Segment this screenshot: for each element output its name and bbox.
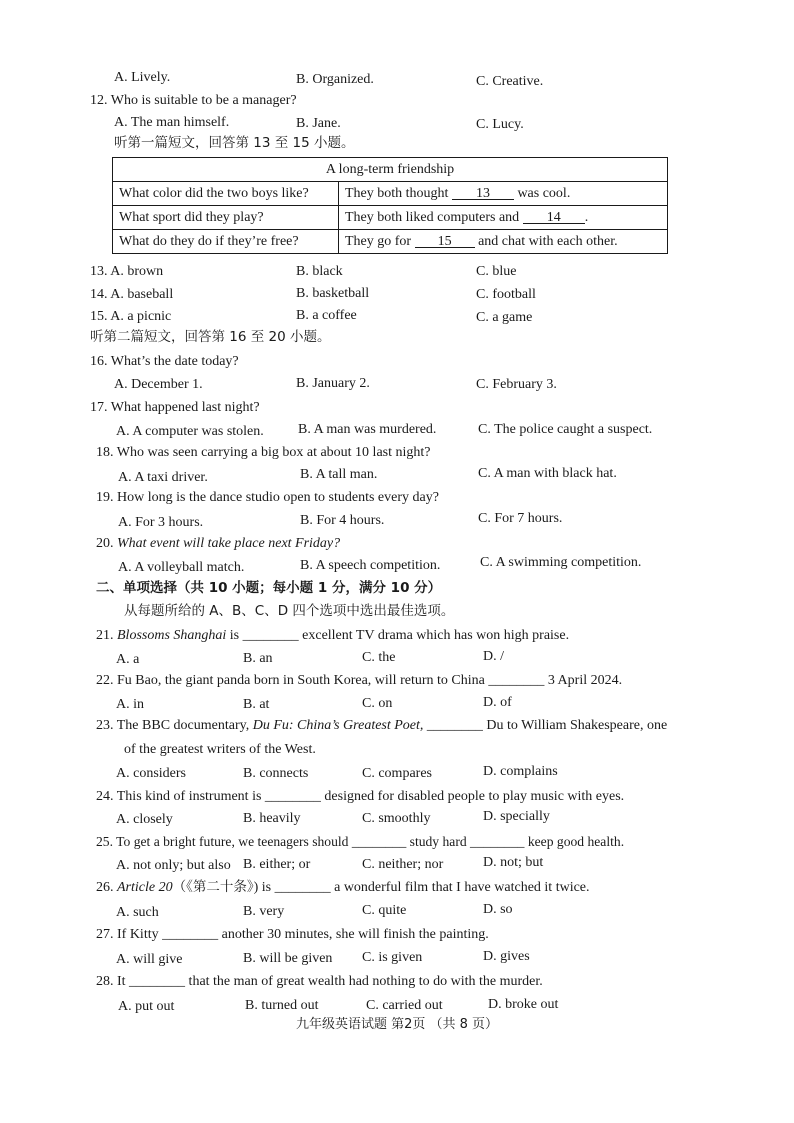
q21-title: Blossoms Shanghai	[117, 628, 227, 643]
q16-option-b: B. January 2.	[296, 376, 370, 391]
q13-option-c: C. blue	[476, 264, 517, 279]
table-title: A long-term friendship	[113, 158, 668, 182]
q20-option-b: B. A speech competition.	[300, 558, 441, 573]
q21-option-c: C. the	[362, 650, 396, 665]
q26-option-c: C. quite	[362, 903, 407, 918]
q14-option-a: 14. A. baseball	[90, 287, 174, 302]
q27-option-a: A. will give	[116, 952, 183, 967]
q24-stem: 24. This kind of instrument is ________ designed for disabled people to play music with eyes.	[96, 789, 625, 804]
q11-option-a: A. Lively.	[114, 70, 171, 85]
q28-option-b: B. turned out	[245, 998, 319, 1013]
q14-option-b: B. basketball	[296, 286, 370, 301]
q19-option-a: A. For 3 hours.	[118, 515, 204, 530]
q12-option-b: B. Jane.	[296, 116, 341, 131]
q28-option-d: D. broke out	[488, 997, 559, 1012]
q16-stem: 16. What’s the date today?	[90, 354, 239, 369]
q25-stem: 25. To get a bright future, we teenagers should ________ study hard ________ keep good health.	[96, 834, 625, 849]
q11-option-c: C. Creative.	[476, 74, 544, 89]
q20-question: What event will take place next Friday?	[117, 536, 341, 551]
blank-13: 13	[452, 187, 514, 200]
blank-15: 15	[415, 235, 475, 248]
q26-text: ) is ________ a wonderful film that I have watched it twice.	[253, 880, 590, 895]
q27-option-b: B. will be given	[243, 951, 333, 966]
q19-stem: 19. How long is the dance studio open to students every day?	[96, 490, 439, 505]
q19-option-b: B. For 4 hours.	[300, 513, 385, 528]
q20-option-a: A. A volleyball match.	[118, 560, 245, 575]
passage1-instruction: 听第一篇短文，回答第 13 至 15 小题。	[114, 135, 355, 151]
section2-title: 二、单项选择（共 10 小题；每小题 1 分，满分 10 分）	[96, 580, 442, 596]
q25-option-c: C. neither; nor	[362, 857, 444, 872]
q15-option-c: C. a game	[476, 310, 533, 325]
q26-option-b: B. very	[243, 904, 285, 919]
q21-text: is ________ excellent TV drama which has won high praise.	[229, 628, 570, 643]
q27-option-c: C. is given	[362, 950, 423, 965]
answer-prefix: They both liked computers and	[345, 209, 520, 225]
q15-option-b: B. a coffee	[296, 308, 357, 323]
q23-option-d: D. complains	[483, 764, 558, 779]
q22-option-d: D. of	[483, 695, 512, 710]
q16-option-a: A. December 1.	[114, 377, 203, 392]
table-row	[113, 230, 668, 254]
q27-option-d: D. gives	[483, 949, 530, 964]
q25-option-a: A. not only; but also	[116, 858, 231, 873]
table-row	[113, 182, 668, 206]
q12-option-c: C. Lucy.	[476, 117, 524, 132]
q28-stem: 28. It ________ that the man of great wealth had nothing to do with the murder.	[96, 974, 543, 989]
q20-stem	[96, 537, 340, 551]
q23-text: 23. The BBC documentary,	[96, 718, 250, 733]
q16-option-c: C. February 3.	[476, 377, 557, 392]
answer-prefix: They both thought	[345, 185, 449, 201]
section2-instruction: 从每题所给的 A、B、C、D 四个选项中选出最佳选项。	[124, 603, 455, 619]
friendship-table	[112, 157, 668, 254]
q26-option-d: D. so	[483, 902, 513, 917]
q19-option-c: C. For 7 hours.	[478, 511, 563, 526]
q23-title: Du Fu: China’s Greatest Poet,	[252, 718, 424, 733]
table-question: What sport did they play?	[113, 206, 339, 230]
q15-option-a: 15. A. a picnic	[90, 309, 172, 324]
q18-stem: 18. Who was seen carrying a big box at about 10 last night?	[96, 445, 431, 460]
q28-option-c: C. carried out	[366, 998, 443, 1013]
answer-prefix: They go for	[345, 233, 412, 249]
passage2-instruction: 听第二篇短文，回答第 16 至 20 小题。	[90, 329, 331, 345]
q23-option-b: B. connects	[243, 766, 309, 781]
table-question: What do they do if they’re free?	[113, 230, 339, 254]
q23-text-rest: ________ Du to William Shakespeare, one	[426, 718, 668, 733]
q22-option-c: C. on	[362, 696, 393, 711]
q18-option-b: B. A tall man.	[300, 467, 378, 482]
answer-suffix: .	[584, 209, 589, 225]
q17-option-c: C. The police caught a suspect.	[478, 422, 653, 437]
q24-option-a: A. closely	[116, 812, 173, 827]
q21-stem	[96, 629, 569, 643]
q26-title: Article 20	[117, 880, 173, 895]
table-row	[113, 206, 668, 230]
q28-option-a: A. put out	[118, 999, 175, 1014]
q22-option-a: A. in	[116, 697, 144, 712]
q23-option-a: A. considers	[116, 766, 186, 781]
q23-option-c: C. compares	[362, 766, 432, 781]
q21-option-d: D. /	[483, 649, 504, 664]
q12-stem: 12. Who is suitable to be a manager?	[90, 93, 297, 108]
q25-option-d: D. not; but	[483, 855, 544, 870]
q20-number: 20.	[96, 536, 114, 551]
q22-option-b: B. at	[243, 697, 270, 712]
q14-option-c: C. football	[476, 287, 536, 302]
q21-option-b: B. an	[243, 651, 273, 666]
q21-number: 21.	[96, 628, 114, 643]
q26-number: 26.	[96, 880, 114, 895]
q13-option-b: B. black	[296, 264, 343, 279]
page-footer: 九年级英语试题 第2页 （共 8 页）	[295, 1017, 499, 1032]
table-answer	[339, 182, 668, 206]
q17-stem: 17. What happened last night?	[90, 400, 260, 415]
q23-stem	[96, 719, 667, 733]
q11-option-b: B. Organized.	[296, 72, 374, 87]
answer-suffix: was cool.	[517, 185, 571, 201]
q24-option-d: D. specially	[483, 809, 550, 824]
q25-option-b: B. either; or	[243, 857, 311, 872]
blank-14: 14	[523, 211, 585, 224]
q22-stem: 22. Fu Bao, the giant panda born in South Korea, will return to China ________ 3 April 2024.	[96, 673, 623, 688]
q18-option-c: C. A man with black hat.	[478, 466, 617, 481]
q13-option-a: 13. A. brown	[90, 264, 164, 279]
q12-option-a: A. The man himself.	[114, 115, 230, 130]
q23-stem-line2: of the greatest writers of the West.	[124, 742, 316, 757]
answer-suffix: and chat with each other.	[478, 233, 618, 249]
q24-option-c: C. smoothly	[362, 811, 431, 826]
q18-option-a: A. A taxi driver.	[118, 470, 208, 485]
q24-option-b: B. heavily	[243, 811, 301, 826]
q27-stem: 27. If Kitty ________ another 30 minutes, she will finish the painting.	[96, 927, 489, 942]
q17-option-a: A. A computer was stolen.	[116, 424, 264, 439]
table-answer	[339, 206, 668, 230]
q21-option-a: A. a	[116, 652, 140, 667]
q26-option-a: A. such	[116, 905, 159, 920]
q26-chinese-title: 《第二十条》	[186, 879, 254, 895]
q17-option-b: B. A man was murdered.	[298, 422, 437, 437]
table-question: What color did the two boys like?	[113, 182, 339, 206]
table-answer	[339, 230, 668, 254]
q26-stem: 26. Article 20（《第二十条》) is ________ a wonderful film that I have watched it twice.	[96, 879, 590, 895]
q20-option-c: C. A swimming competition.	[480, 555, 642, 570]
